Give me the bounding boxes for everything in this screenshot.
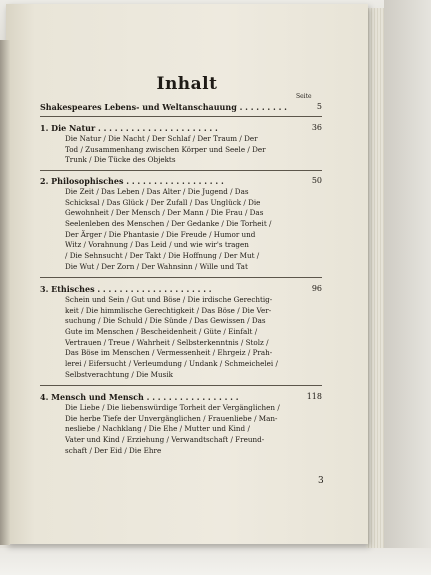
book-binding — [0, 40, 10, 545]
content-line: / Die Sehnsucht / Der Takt / Die Hoffnung / Der Mut / — [65, 251, 260, 261]
section-label: 3. Ethisches . . . . . . . . . . . . . . . . . . . . . — [40, 284, 212, 294]
section-label: 4. Mensch und Mensch . . . . . . . . . . . . . . . . . — [40, 392, 239, 402]
background-bottom — [0, 548, 431, 575]
section-page: 96 — [311, 284, 322, 293]
section-page: 36 — [311, 123, 322, 132]
page-number: 3 — [318, 476, 324, 486]
book-page — [6, 4, 368, 544]
background-right — [384, 0, 431, 575]
content-line: Die Liebe / Die liebenswürdige Torheit der Vergänglichen / — [65, 403, 280, 412]
content-line: Witz / Vorahnung / Das Leid / und wie wir's tragen — [65, 240, 249, 250]
content-line: Vater und Kind / Erziehung / Verwandtschaft / Freund- — [65, 435, 265, 445]
content-line: Die Zeit / Das Leben / Das Alter / Die Jugend / Das — [65, 187, 249, 196]
section-label: 2. Philosophisches . . . . . . . . . . . . . . . . . . — [40, 176, 224, 186]
section-label: 1. Die Natur . . . . . . . . . . . . . . . . . . . . . . — [40, 123, 218, 133]
content-line: suchung / Die Schuld / Die Sünde / Das Gewissen / Das — [65, 316, 266, 326]
content-line: nesliebe / Nachklang / Die Ehe / Mutter und Kind / — [65, 424, 250, 434]
page-column-label: Seite — [296, 93, 312, 100]
section-3-contents — [65, 295, 306, 381]
section-1-contents — [65, 134, 306, 166]
content-line: Das Böse im Menschen / Vermessenheit / Ehrgeiz / Prah- — [65, 348, 273, 358]
content-line: keit / Die himmlische Gerechtigkeit / Das Böse / Die Ver- — [65, 305, 272, 315]
content-line: schaft / Der Eid / Die Ehre — [65, 445, 162, 455]
section-2-contents — [65, 187, 306, 273]
content-line: Gute im Menschen / Bescheidenheit / Güte / Einfalt / — [65, 327, 258, 337]
content-line: Vertrauen / Treue / Wahrheit / Selbsterkenntnis / Stolz / — [65, 337, 269, 347]
content-line: Trunk / Die Tücke des Objekts — [65, 155, 176, 165]
content-line: Die Natur / Die Nacht / Der Schlaf / Der Traum / Der — [65, 134, 258, 143]
content-line: Seelenleben des Menschen / Der Gedanke / Die Torheit / — [65, 219, 272, 229]
page-title: Inhalt — [156, 74, 218, 94]
toc-entry-label: Shakespeares Lebens- und Weltanschauung . . . . . . . . . — [40, 102, 287, 112]
toc-entry-page: 5 — [316, 102, 322, 111]
section-divider — [40, 385, 322, 386]
page-stack-edge — [366, 8, 384, 548]
content-line: Schein und Sein / Gut und Böse / Die irdische Gerechtig- — [65, 295, 273, 304]
content-line: Der Ärger / Die Phantasie / Die Freude / Humor und — [65, 229, 256, 239]
section-page: 118 — [306, 392, 322, 401]
section-4-contents — [65, 403, 306, 456]
section-page: 50 — [311, 176, 322, 185]
content-line: Selbstverachtung / Die Musik — [65, 369, 174, 379]
content-line: lerei / Eifersucht / Verleumdung / Undank / Schmeichelei / — [65, 359, 278, 369]
content-line: Schicksal / Das Glück / Der Zufall / Das Unglück / Die — [65, 197, 261, 207]
content-line: Die herbe Tiefe der Unvergänglichen / Frauenliebe / Man- — [65, 413, 278, 423]
content-line: Gewohnheit / Der Mensch / Der Mann / Die Frau / Das — [65, 208, 264, 218]
section-divider — [40, 116, 322, 117]
content-line: Tod / Zusammenhang zwischen Körper und Seele / Der — [65, 144, 266, 154]
section-divider — [40, 170, 322, 171]
section-divider — [40, 277, 322, 278]
content-line: Die Wut / Der Zorn / Der Wahnsinn / Wille und Tat — [65, 261, 248, 271]
